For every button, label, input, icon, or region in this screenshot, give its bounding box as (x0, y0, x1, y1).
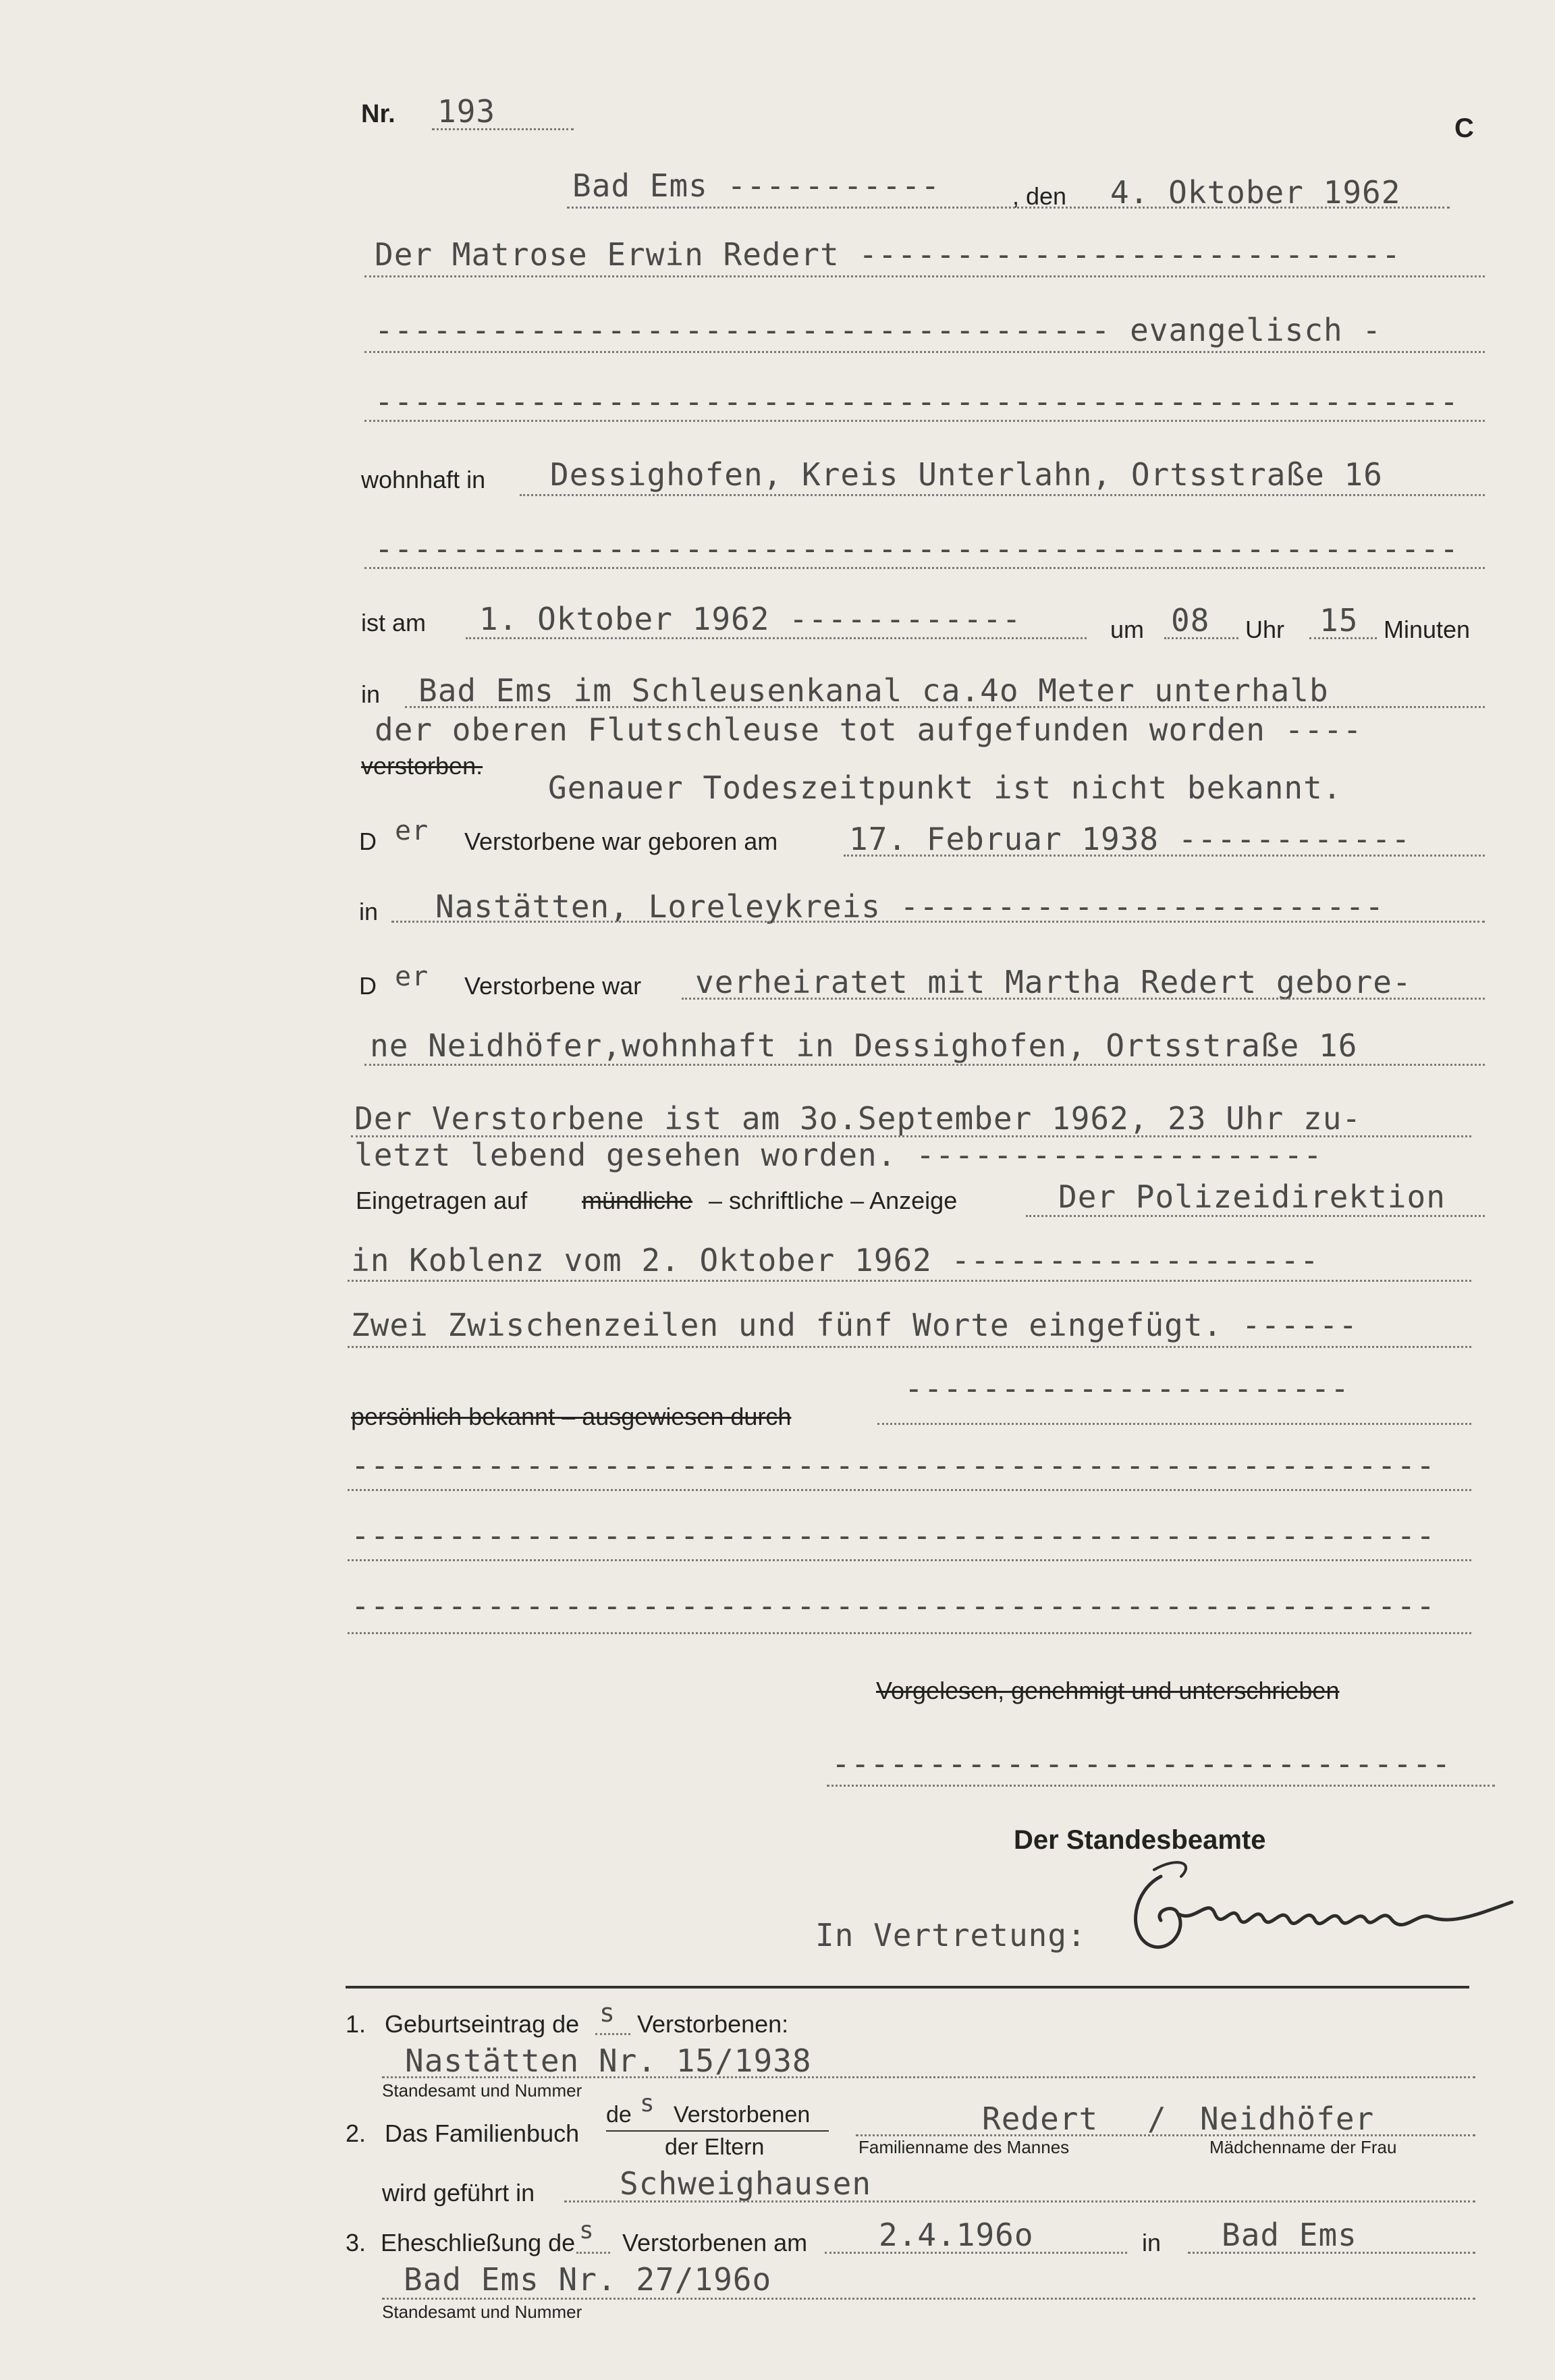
residence-dash-dots (364, 567, 1485, 569)
place-date-line (567, 207, 1450, 209)
verstorben-struck-label: verstorben. (361, 752, 483, 780)
identity-struck-label: persönlich bekannt – ausgewiesen durch (351, 1403, 792, 1430)
birth-date: 17. Februar 1938 ------------ (849, 821, 1411, 857)
registration-dots-3 (348, 1346, 1471, 1348)
birth-in-label: in (359, 898, 379, 925)
marriage-dots-2 (364, 1064, 1485, 1066)
signature-dots (827, 1785, 1495, 1787)
corner-letter: C (1454, 113, 1474, 143)
footer-item-3-label-b: Verstorbenen am (622, 2229, 808, 2256)
registration-struck-word: mündliche (582, 1187, 693, 1214)
uhr-label: Uhr (1245, 616, 1285, 643)
footer-item-3-label-a: Eheschließung de (381, 2229, 576, 2256)
person-line-1: Der Matrose Erwin Redert ---------------------------- (375, 236, 1401, 273)
footer-item-1-label-b: Verstorbenen: (637, 2010, 789, 2038)
blank-dots-3 (348, 1632, 1471, 1634)
footer-husband-caption: Familienname des Mannes (858, 2137, 1070, 2157)
footer-item-2-top-b: Verstorbenen (674, 2102, 811, 2128)
footer-wife-name: Neidhöfer (1200, 2101, 1375, 2137)
footer-husband-name: Redert (982, 2101, 1099, 2137)
footer-birth-dots (382, 2076, 1475, 2078)
footer-marriage-entry-dots (382, 2298, 1475, 2300)
person-line-3-dots (364, 420, 1485, 422)
last-seen-line-1: Der Verstorbene ist am 3o.September 1962, 23 Uhr zu- (354, 1100, 1362, 1137)
death-minutes: 15 (1319, 602, 1359, 639)
marriage-dots-1 (682, 998, 1485, 1000)
footer-kept-value: Schweighausen (620, 2165, 872, 2202)
death-date: 1. Oktober 1962 ------------ (479, 601, 1022, 637)
residence-dots (520, 494, 1485, 496)
footer-item-2-fraction-line (606, 2130, 829, 2132)
residence-value: Dessighofen, Kreis Unterlahn, Ortsstraße 16 (550, 456, 1383, 493)
death-place-dots (405, 706, 1485, 708)
birth-place-dots (391, 921, 1485, 923)
registration-dots-1 (1026, 1215, 1485, 1217)
footer-standesamt-caption-2: Standesamt und Nummer (382, 2302, 582, 2322)
death-in-label: in (361, 680, 381, 708)
registration-value-1: Der Polizeidirektion (1058, 1179, 1446, 1215)
hour-dots (1164, 637, 1238, 639)
nr-dotted-line (432, 128, 574, 130)
entry-number: 193 (437, 93, 496, 130)
footer-item-3-fill-dots (576, 2252, 610, 2254)
marriage-label: Verstorbene war (464, 972, 642, 1000)
person-line-2: -------------------------------------- evangelisch - (375, 312, 1382, 348)
footer-marriage-place-dots (1188, 2252, 1475, 2254)
footer-standesamt-caption-1: Standesamt und Nummer (382, 2080, 582, 2101)
ist-am-label: ist am (361, 609, 427, 637)
footer-marriage-date: 2.4.196o (879, 2217, 1034, 2253)
date-value: 4. Oktober 1962 (1110, 174, 1401, 211)
footer-wife-caption: Mädchenname der Frau (1209, 2137, 1397, 2157)
residence-label: wohnhaft in (361, 466, 486, 493)
birth-d-fill: er (395, 815, 429, 846)
registration-value-2: in Koblenz vom 2. Oktober 1962 ------------------- (351, 1242, 1319, 1278)
birth-date-dots (844, 855, 1485, 857)
footer-item-3-in: in (1142, 2229, 1162, 2256)
footer-item-3-number: 3. (346, 2229, 366, 2256)
marriage-d-label: D (359, 972, 377, 1000)
death-place-line-3: Genauer Todeszeitpunkt ist nicht bekannt. (548, 769, 1342, 806)
marriage-d-fill: er (395, 961, 429, 992)
footer-birth-entry: Nastätten Nr. 15/1938 (405, 2043, 812, 2079)
footer-item-2-bottom: der Eltern (665, 2134, 765, 2160)
footer-item-2-number: 2. (346, 2119, 366, 2147)
official-signature (1114, 1849, 1519, 1964)
birth-label: Verstorbene war geboren am (464, 828, 778, 855)
footer-slash: / (1147, 2101, 1167, 2137)
blank-line-1: -------------------------------------------------------- (351, 1447, 1436, 1484)
footer-item-1-label-a: Geburtseintrag de (385, 2010, 580, 2038)
footer-item-1-number: 1. (346, 2010, 366, 2038)
residence-dash-line: -------------------------------------------------------- (375, 531, 1459, 567)
registration-dots-2 (348, 1280, 1471, 1282)
footer-marriage-date-dots (825, 2252, 1127, 2254)
person-line-1-dots (364, 275, 1485, 277)
registration-label-prefix: Eingetragen auf (356, 1187, 528, 1214)
death-place-line-1: Bad Ems im Schleusenkanal ca.4o Meter unterhalb (418, 672, 1329, 709)
blank-line-2: -------------------------------------------------------- (351, 1517, 1436, 1554)
birth-d-label: D (359, 828, 377, 855)
footer-item-1-fill-dots (595, 2033, 630, 2035)
footer-item-1-fill: s (599, 1998, 616, 2028)
death-place-line-2: der oberen Flutschleuse tot aufgefunden worden ---- (375, 711, 1363, 748)
representation-label: In Vertretung: (815, 1917, 1087, 1953)
registration-dash-right: ----------------------- (904, 1370, 1350, 1407)
last-seen-line-2: letzt lebend gesehen worden. --------------------- (354, 1137, 1323, 1173)
footer-item-2-top-a: de (606, 2102, 632, 2128)
footer-separator (346, 1986, 1469, 1989)
footer-item-2-top-fill: s (640, 2090, 655, 2117)
footer-kept-dots (564, 2200, 1475, 2202)
marriage-value-2: ne Neidhöfer,wohnhaft in Dessighofen, Ortsstraße 16 (370, 1027, 1358, 1064)
person-line-3: -------------------------------------------------------- (375, 383, 1459, 420)
footer-item-2-label: Das Familienbuch (385, 2119, 580, 2147)
birth-place: Nastätten, Loreleykreis ------------------------- (435, 888, 1385, 925)
marriage-value-1: verheiratet mit Martha Redert gebore- (695, 964, 1412, 1000)
blank-line-3: -------------------------------------------------------- (351, 1588, 1436, 1624)
den-label: , den (1012, 182, 1067, 210)
minuten-label: Minuten (1384, 616, 1471, 643)
um-label: um (1110, 616, 1145, 643)
nr-label: Nr. (361, 100, 395, 128)
place-value: Bad Ems ----------- (572, 167, 941, 204)
footer-marriage-place: Bad Ems (1222, 2217, 1357, 2253)
death-hour: 08 (1171, 602, 1210, 639)
signature-dashes: -------------------------------- (831, 1746, 1452, 1782)
person-line-2-dots (364, 351, 1485, 353)
death-date-dots (466, 637, 1087, 639)
identity-dots (877, 1423, 1471, 1425)
minutes-dots (1309, 637, 1377, 639)
footer-kept-label: wird geführt in (382, 2179, 535, 2207)
footer-names-dots (856, 2134, 1475, 2136)
blank-dots-2 (348, 1559, 1471, 1561)
blank-dots-1 (348, 1489, 1471, 1491)
official-title: Der Standesbeamte (1014, 1825, 1266, 1855)
registration-label-suffix: – schriftliche – Anzeige (709, 1187, 958, 1214)
footer-item-3-fill: s (579, 2217, 595, 2244)
registration-value-3: Zwei Zwischenzeilen und fünf Worte eingefügt. ------ (351, 1307, 1359, 1343)
read-approved-struck: Vorgelesen, genehmigt und unterschrieben (876, 1677, 1340, 1704)
footer-marriage-entry: Bad Ems Nr. 27/196o (404, 2261, 772, 2298)
